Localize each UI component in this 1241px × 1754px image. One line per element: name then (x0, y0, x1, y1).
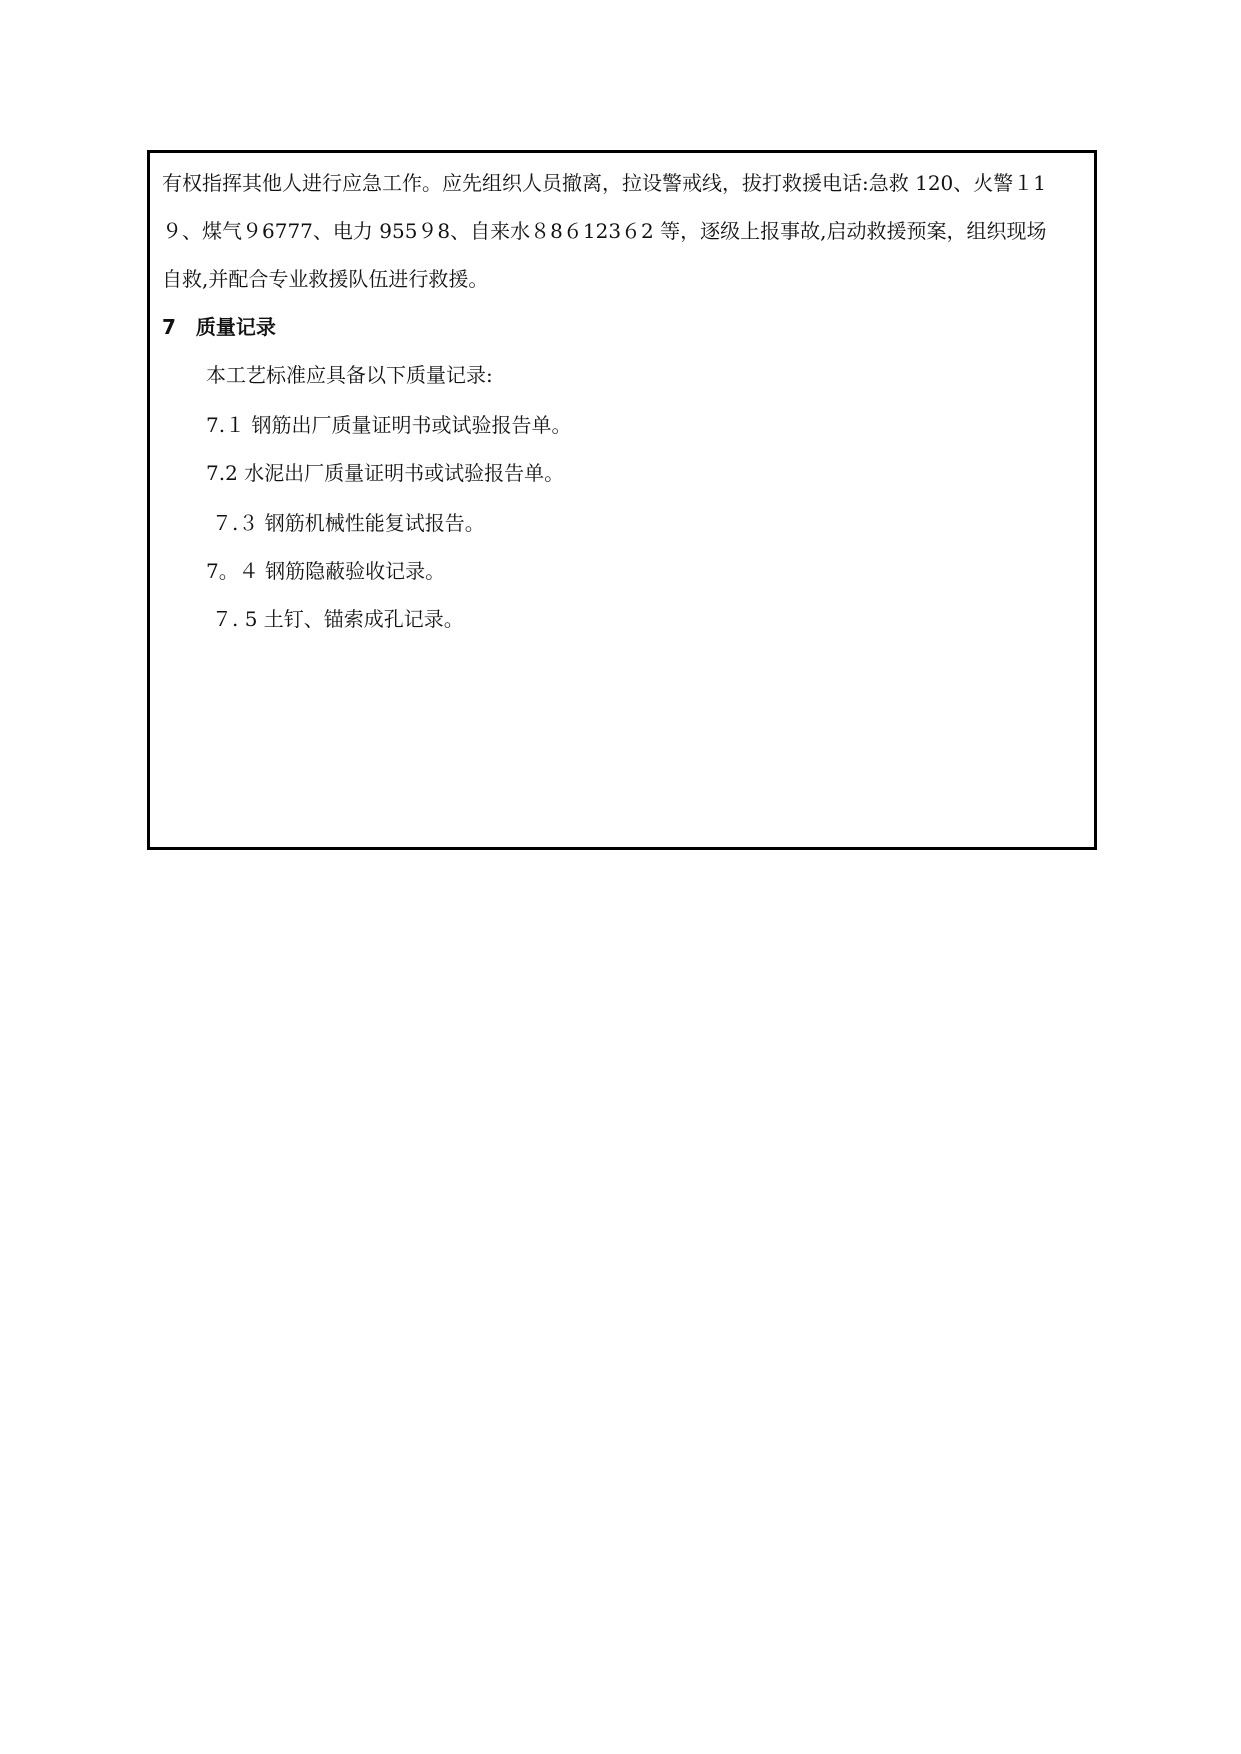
section-intro: 本工艺标准应具备以下质量记录: (206, 363, 493, 387)
list-item: 7.2 水泥出厂质量证明书或试验报告单。 (206, 461, 565, 485)
paragraph-line: ９、煤气９6777、电力 955９8、自来水８8６123６2 等，逐级上报事故,启动救援预案，组织现场 (162, 219, 1047, 243)
paragraph-line: 有权指挥其他人进行应急工作。应先组织人员撤离，拉设警戒线，拔打救援电话:急救 120、火警１1 (162, 171, 1046, 195)
list-item: 7.１ 钢筋出厂质量证明书或试验报告单。 (206, 413, 572, 437)
list-item: 7。４ 钢筋隐蔽验收记录。 (206, 559, 446, 583)
list-item: ７.３ 钢筋机械性能复试报告。 (212, 511, 485, 535)
section-heading: 7 质量记录 (162, 315, 276, 339)
paragraph-line: 自救,并配合专业救援队伍进行救援。 (162, 267, 489, 291)
list-item: ７. 5 土钉、锚索成孔记录。 (212, 607, 464, 631)
content-table-cell (147, 150, 1097, 850)
